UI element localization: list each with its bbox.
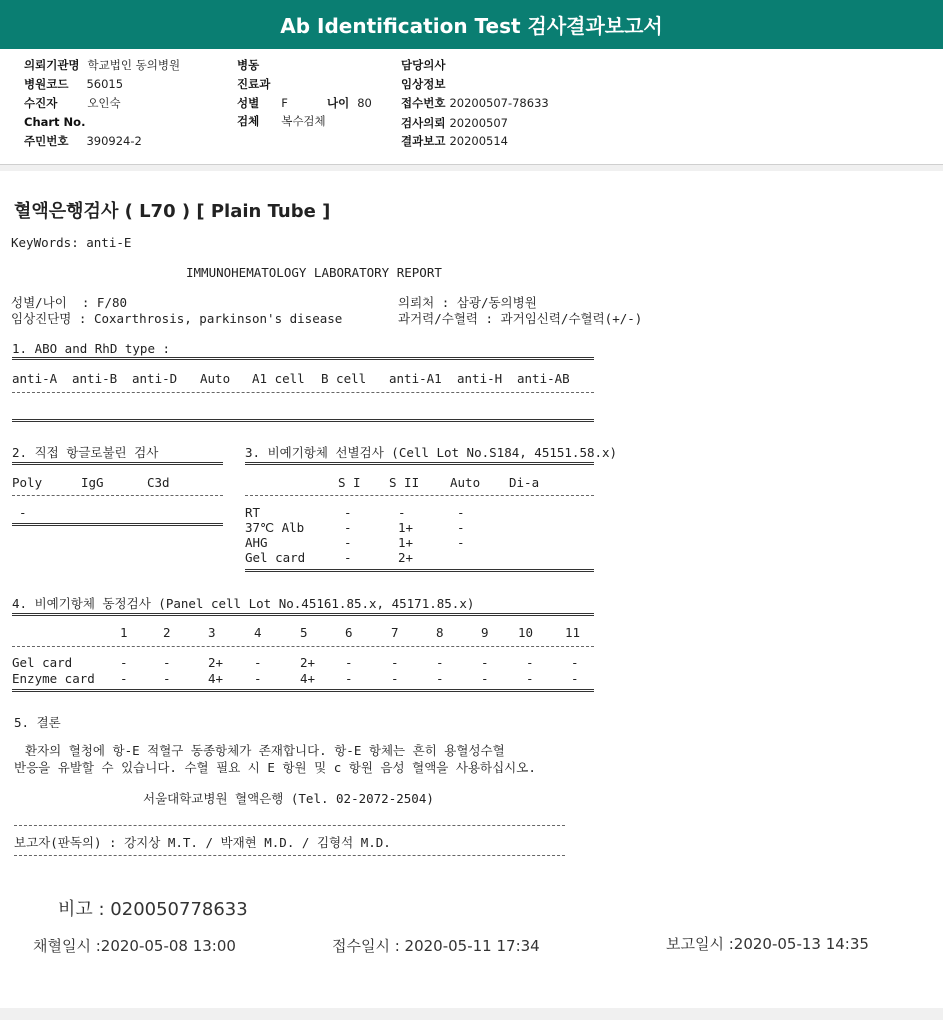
reporters: 보고자(판독의) : 강지상 M.T. / 박재현 M.D. / 김형석 M.D. bbox=[14, 835, 391, 850]
sec1-header: Auto bbox=[200, 371, 231, 386]
age-row: 나이 80 bbox=[327, 96, 372, 110]
panel-cell-header: 2 bbox=[163, 625, 171, 640]
panel-row-value: - bbox=[571, 655, 579, 670]
divider bbox=[12, 462, 223, 465]
panel-cell-header: 6 bbox=[345, 625, 353, 640]
reported-datetime: 보고일시 :2020-05-13 14:35 bbox=[666, 935, 869, 953]
sec3-row-label: Gel card bbox=[245, 550, 306, 565]
sec3-row-si: - bbox=[344, 550, 352, 565]
report-body bbox=[0, 171, 943, 1008]
patient-info-panel bbox=[0, 49, 943, 165]
sec3-row-sii: 1+ bbox=[398, 535, 414, 550]
sec1-header: anti-AB bbox=[517, 371, 570, 386]
panel-row-value: - bbox=[571, 671, 579, 686]
sec1-header: B cell bbox=[321, 371, 367, 386]
panel-cell-header: 5 bbox=[300, 625, 308, 640]
report-header bbox=[0, 0, 943, 49]
panel-cell-header: 10 bbox=[518, 625, 534, 640]
report-date-row: 결과보고 20200514 bbox=[401, 134, 508, 148]
sec2-header: IgG bbox=[81, 475, 104, 490]
sec1-header: anti-A bbox=[12, 371, 58, 386]
sec1-header: anti-D bbox=[132, 371, 178, 386]
panel-row-value: 2+ bbox=[300, 655, 316, 670]
sec3-row-sii: 2+ bbox=[398, 550, 414, 565]
sec1-header: A1 cell bbox=[252, 371, 305, 386]
department-row: 진료과 bbox=[237, 77, 271, 91]
panel-row-value: - bbox=[120, 655, 128, 670]
panel-row-label: Gel card bbox=[12, 655, 73, 670]
section-5-title: 5. 결론 bbox=[14, 715, 61, 730]
sec3-header: S II bbox=[389, 475, 420, 490]
referrer: 의뢰처 : 삼광/동의병원 bbox=[398, 295, 537, 310]
panel-row-value: - bbox=[120, 671, 128, 686]
section-2-title: 2. 직접 항글로불린 검사 bbox=[12, 445, 159, 460]
sec3-row-label: 37℃ Alb bbox=[245, 520, 305, 535]
sec3-row-sii: - bbox=[398, 505, 406, 520]
keywords: KeyWords: anti-E bbox=[11, 235, 132, 250]
sec2-header: C3d bbox=[147, 475, 170, 490]
sec3-header: Di-a bbox=[509, 475, 540, 490]
divider bbox=[12, 613, 594, 616]
panel-row-label: Enzyme card bbox=[12, 671, 95, 686]
lab-title: IMMUNOHEMATOLOGY LABORATORY REPORT bbox=[186, 265, 442, 280]
divider bbox=[245, 462, 594, 465]
chart-no-row: Chart No. bbox=[24, 115, 86, 129]
sec2-header: Poly bbox=[12, 475, 43, 490]
panel-cell-header: 4 bbox=[254, 625, 262, 640]
panel-row-value: 2+ bbox=[208, 655, 224, 670]
sec3-row-auto: - bbox=[457, 505, 465, 520]
divider bbox=[12, 495, 223, 496]
request-date-row: 검사의뢰 20200507 bbox=[401, 116, 508, 130]
transfusion-history: 과거력/수혈력 : 과거임신력/수혈력(+/-) bbox=[398, 311, 643, 326]
panel-row-value: - bbox=[163, 655, 171, 670]
divider bbox=[12, 646, 594, 647]
panel-cell-header: 7 bbox=[391, 625, 399, 640]
panel-cell-header: 11 bbox=[565, 625, 581, 640]
sec3-header: Auto bbox=[450, 475, 481, 490]
received-datetime: 접수일시 : 2020-05-11 17:34 bbox=[332, 937, 540, 955]
sec3-row-si: - bbox=[344, 520, 352, 535]
sec3-row-label: AHG bbox=[245, 535, 268, 550]
panel-row-value: - bbox=[391, 655, 399, 670]
patient-name-row: 수진자 오인숙 bbox=[24, 96, 121, 110]
institution-row: 의뢰기관명 학교법인 동의병원 bbox=[24, 58, 181, 72]
panel-row-value: - bbox=[254, 655, 262, 670]
hospital-code-row: 병원코드 56015 bbox=[24, 77, 124, 91]
panel-cell-header: 9 bbox=[481, 625, 489, 640]
panel-row-value: - bbox=[481, 671, 489, 686]
divider bbox=[12, 419, 594, 422]
panel-row-value: - bbox=[163, 671, 171, 686]
conclusion-line-1: 환자의 혈청에 항-E 적혈구 동종항체가 존재합니다. 항-E 항체는 흔히 용혈성수혈 bbox=[25, 743, 505, 758]
divider bbox=[12, 392, 594, 393]
panel-cell-header: 8 bbox=[436, 625, 444, 640]
conclusion-line-2: 반응을 유발할 수 있습니다. 수혈 필요 시 E 항원 및 c 항원 음성 혈액을 사용하십시오. bbox=[14, 760, 536, 775]
ward-row: 병동 bbox=[237, 58, 260, 72]
divider bbox=[14, 855, 565, 856]
section-1-title: 1. ABO and RhD type : bbox=[12, 341, 171, 356]
panel-row-value: - bbox=[345, 671, 353, 686]
panel-row-value: - bbox=[526, 655, 534, 670]
divider bbox=[14, 825, 565, 826]
doctor-row: 담당의사 bbox=[401, 58, 446, 72]
panel-row-value: - bbox=[436, 655, 444, 670]
specimen-row: 검체 복수검체 bbox=[237, 114, 326, 128]
sec3-header: S I bbox=[338, 475, 361, 490]
sex-age: 성별/나이 : F/80 bbox=[11, 295, 128, 310]
panel-row-value: - bbox=[391, 671, 399, 686]
sec3-row-label: RT bbox=[245, 505, 261, 520]
collected-datetime: 채혈일시 :2020-05-08 13:00 bbox=[33, 937, 236, 955]
sec1-header: anti-H bbox=[457, 371, 503, 386]
resident-no-row: 주민번호 390924-2 bbox=[24, 134, 142, 148]
sec3-row-auto: - bbox=[457, 535, 465, 550]
divider bbox=[245, 495, 594, 496]
section-3-title: 3. 비예기항체 선별검사 (Cell Lot No.S184, 45151.58.x) bbox=[245, 445, 618, 460]
panel-row-value: - bbox=[526, 671, 534, 686]
clinical-info-row: 임상정보 bbox=[401, 77, 446, 91]
diagnosis: 임상진단명 : Coxarthrosis, parkinson's disease bbox=[11, 311, 343, 326]
panel-row-value: - bbox=[254, 671, 262, 686]
panel-row-value: - bbox=[436, 671, 444, 686]
sec3-row-auto: - bbox=[457, 520, 465, 535]
remark: 비고 : 020050778633 bbox=[58, 899, 248, 920]
divider bbox=[12, 523, 223, 526]
report-title: 혈액은행검사 ( L70 ) [ Plain Tube ] bbox=[14, 201, 331, 222]
accession-row: 접수번호 20200507-78633 bbox=[401, 96, 549, 110]
sec1-header: anti-B bbox=[72, 371, 118, 386]
divider bbox=[12, 689, 594, 692]
panel-row-value: 4+ bbox=[208, 671, 224, 686]
institution-line: 서울대학교병원 혈액은행 (Tel. 02-2072-2504) bbox=[143, 791, 434, 806]
panel-row-value: 4+ bbox=[300, 671, 316, 686]
panel-row-value: - bbox=[481, 655, 489, 670]
section-4-title: 4. 비예기항체 동정검사 (Panel cell Lot No.45161.85.x, 45171.85.x) bbox=[12, 596, 475, 611]
divider bbox=[245, 569, 594, 572]
sec3-row-sii: 1+ bbox=[398, 520, 414, 535]
dat-poly-value: - bbox=[19, 505, 27, 520]
sex-row: 성별 F bbox=[237, 96, 288, 110]
report-header-title: Ab Identification Test 검사결과보고서 bbox=[280, 14, 663, 38]
sec3-row-si: - bbox=[344, 505, 352, 520]
divider bbox=[12, 357, 594, 360]
panel-cell-header: 3 bbox=[208, 625, 216, 640]
sec3-row-si: - bbox=[344, 535, 352, 550]
panel-cell-header: 1 bbox=[120, 625, 128, 640]
sec1-header: anti-A1 bbox=[389, 371, 442, 386]
panel-row-value: - bbox=[345, 655, 353, 670]
